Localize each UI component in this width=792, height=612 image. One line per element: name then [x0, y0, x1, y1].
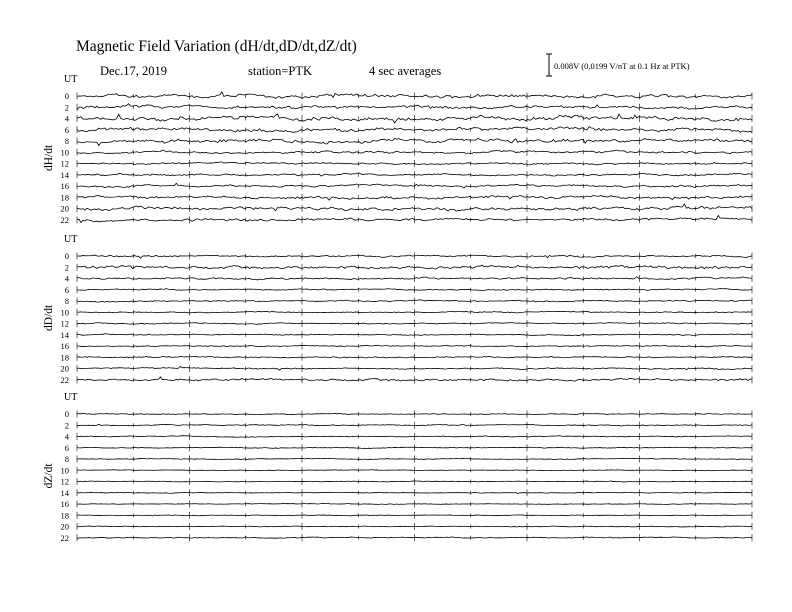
hour-label: 8: [64, 136, 69, 146]
hour-label: 4: [64, 273, 69, 284]
hour-label: 20: [60, 203, 69, 214]
hour-label: 18: [60, 192, 69, 203]
hour-label: 10: [60, 147, 69, 158]
hour-label: 20: [60, 363, 69, 374]
panel-ylabel: dH/dt: [43, 144, 55, 171]
station-label: station=PTK: [248, 64, 312, 78]
chart-title: Magnetic Field Variation (dH/dt,dD/dt,dZ/dt): [76, 38, 357, 55]
hour-label: 6: [64, 284, 69, 295]
averaging-label: 4 sec averages: [369, 64, 442, 78]
scale-label: 0.008V (0.0199 V/nT at 0.1 Hz at PTK): [554, 61, 690, 71]
hour-label: 16: [60, 499, 69, 509]
hour-label: 12: [60, 476, 69, 487]
hour-label: 14: [60, 487, 69, 498]
hour-label: 12: [60, 318, 69, 329]
hour-label: 0: [64, 251, 69, 261]
ut-label: UT: [64, 234, 78, 245]
hour-label: 14: [60, 329, 69, 340]
hour-label: 18: [60, 352, 69, 363]
ut-label: UT: [64, 392, 78, 403]
hour-label: 16: [60, 341, 69, 351]
hour-label: 8: [64, 296, 69, 306]
panel-ylabel: dZ/dt: [43, 463, 55, 489]
hour-label: 6: [64, 124, 69, 135]
hour-label: 0: [64, 91, 69, 101]
hour-label: 2: [64, 102, 69, 113]
hour-label: 10: [60, 307, 69, 318]
hour-label: 4: [64, 431, 69, 442]
panel-ylabel: dD/dt: [43, 304, 55, 331]
hour-label: 22: [60, 214, 69, 225]
hour-label: 2: [64, 420, 69, 431]
ut-label: UT: [64, 74, 78, 85]
hour-label: 14: [60, 169, 69, 180]
hour-label: 20: [60, 521, 69, 532]
hour-label: 4: [64, 113, 69, 124]
hour-label: 18: [60, 510, 69, 521]
hour-label: 6: [64, 442, 69, 453]
date-label: Dec.17, 2019: [100, 64, 167, 78]
hour-label: 0: [64, 409, 69, 419]
hour-label: 8: [64, 454, 69, 464]
hour-label: 16: [60, 181, 69, 191]
hour-label: 22: [60, 374, 69, 385]
hour-label: 12: [60, 158, 69, 169]
hour-label: 2: [64, 262, 69, 273]
hour-label: 22: [60, 532, 69, 543]
hour-label: 10: [60, 465, 69, 476]
